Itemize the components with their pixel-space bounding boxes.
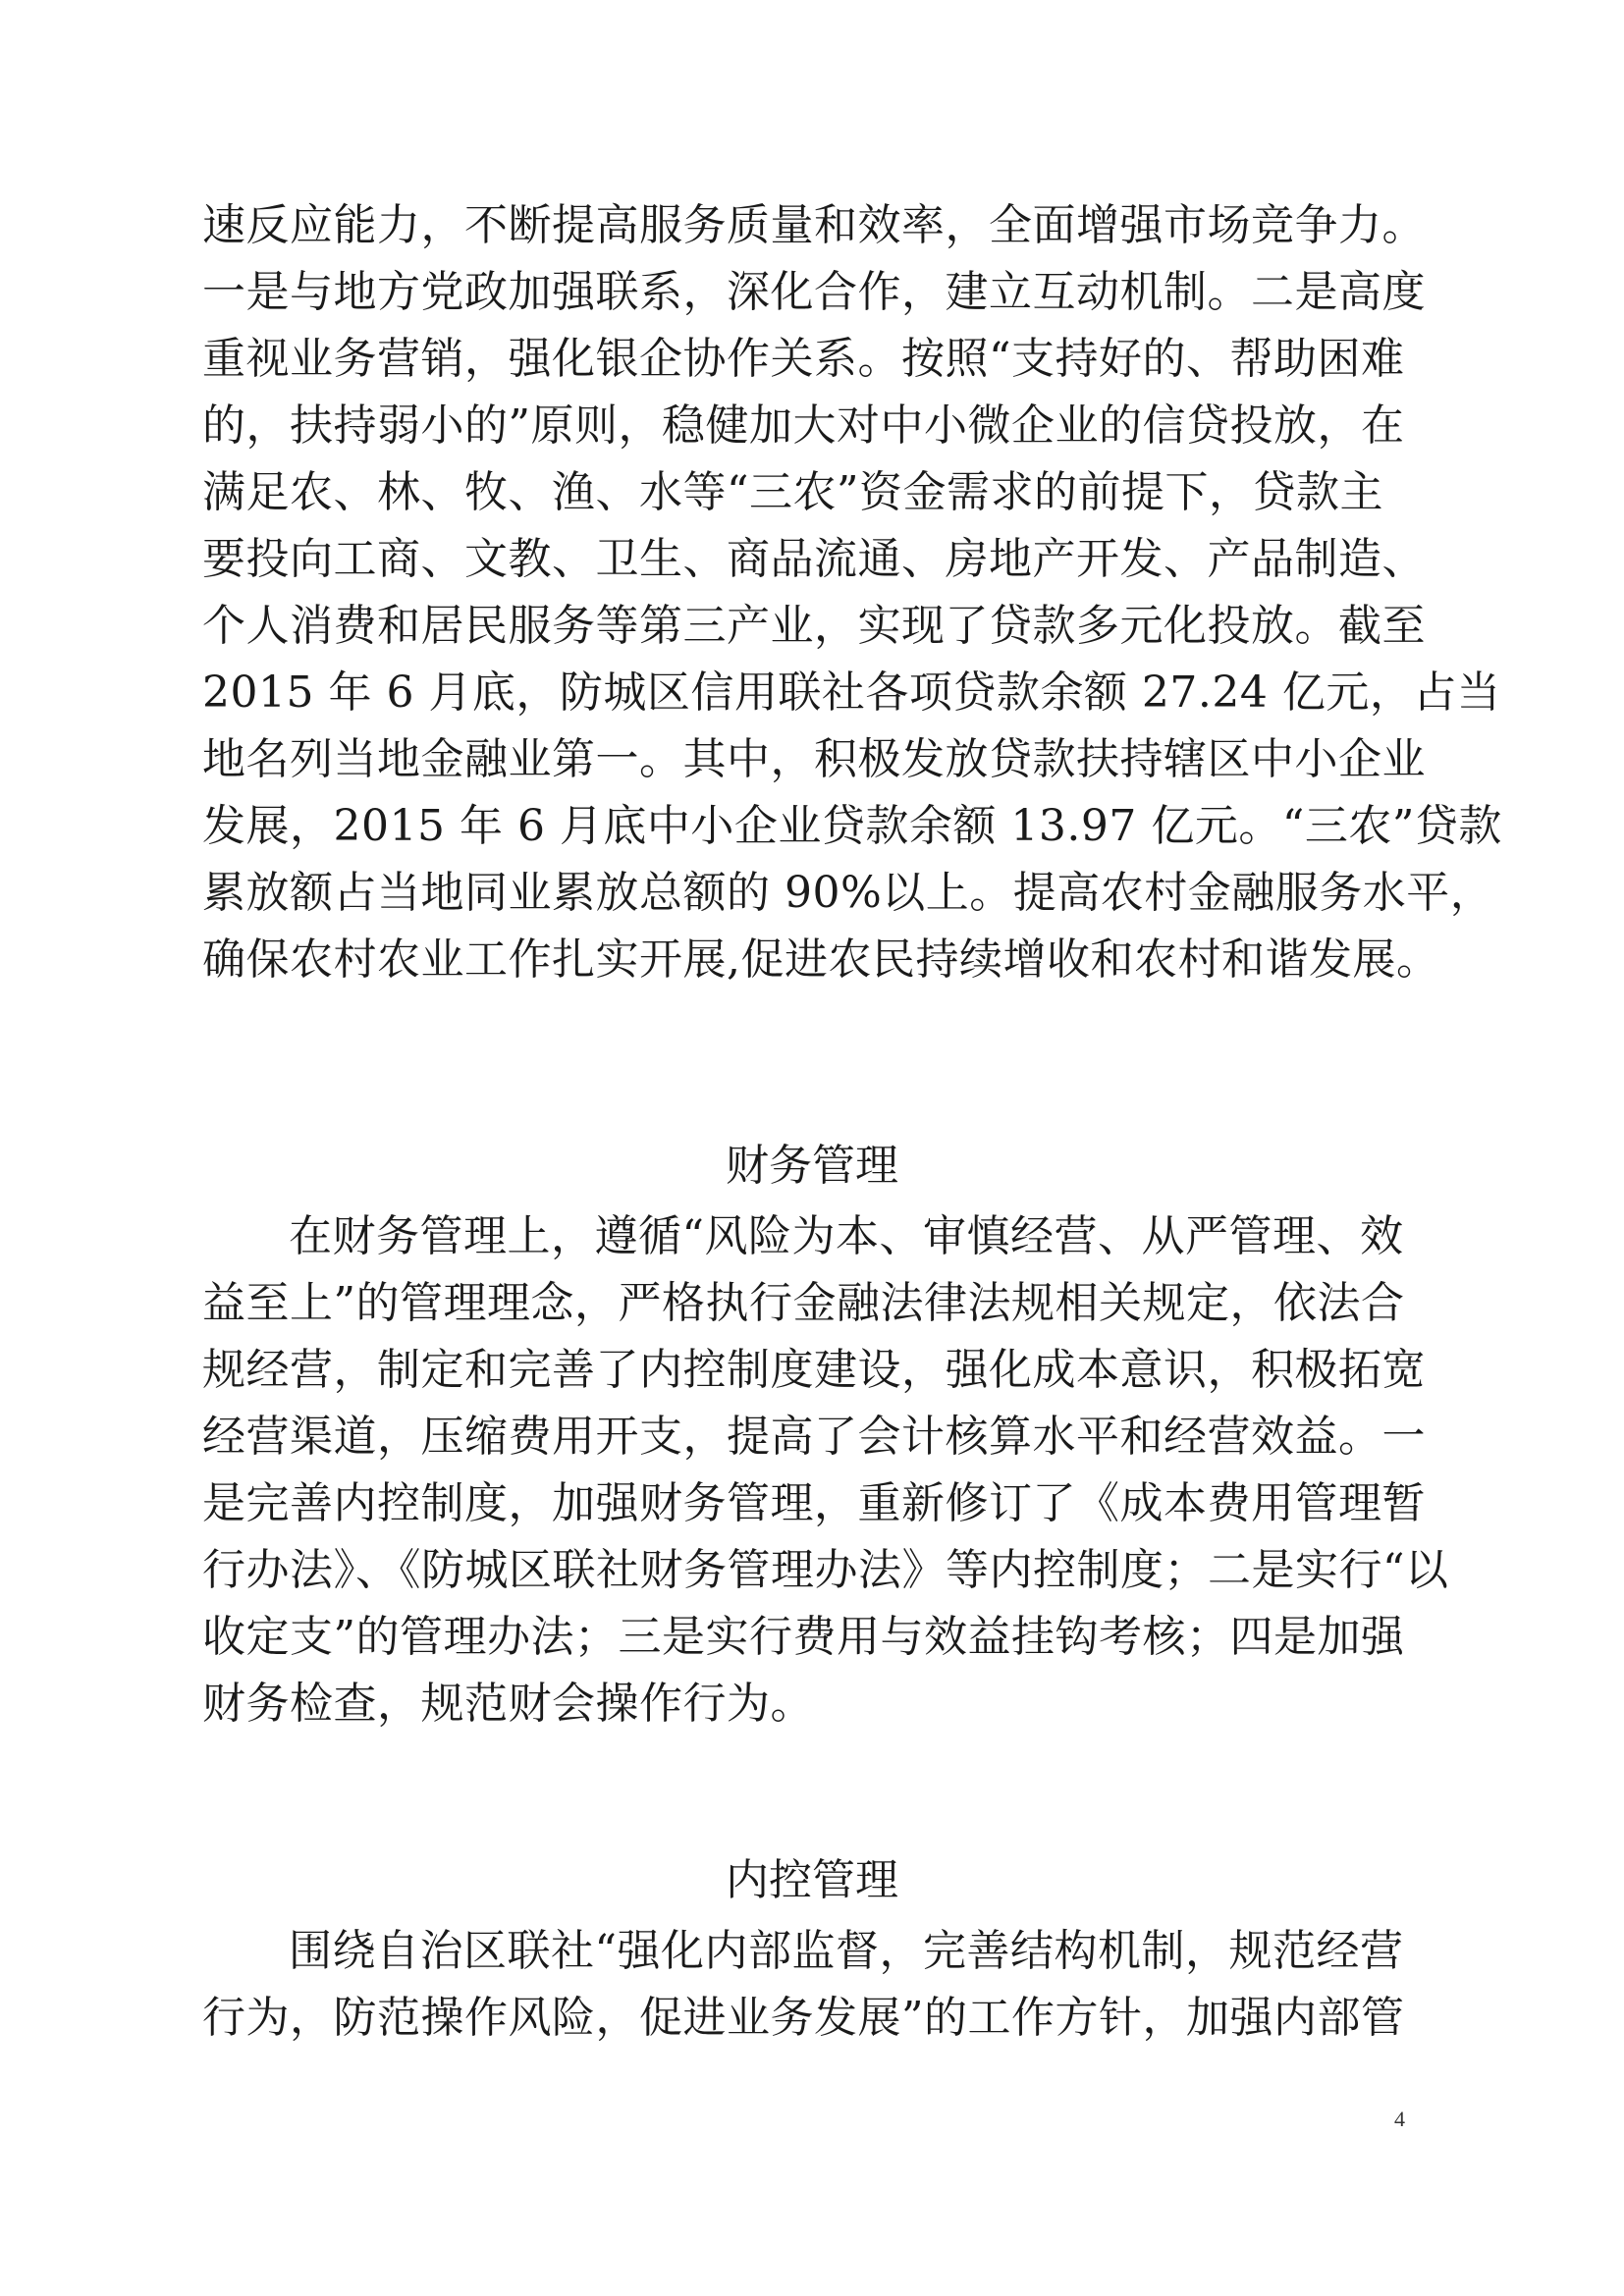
text-line: 围绕自治区联社“强化内部监督，完善结构机制，规范经营 [289, 1926, 1404, 1976]
text-line: 经营渠道，压缩费用开支，提高了会计核算水平和经营效益。一 [202, 1412, 1426, 1462]
text-line: 2015 年 6 月底，防城区信用联社各项贷款余额 27.24 亿元，占当 [202, 667, 1501, 718]
section-heading-finance: 财务管理 [726, 1141, 898, 1191]
text-line: 一是与地方党政加强联系，深化合作，建立互动机制。二是高度 [202, 267, 1426, 317]
text-line: 收定支”的管理办法；三是实行费用与效益挂钩考核；四是加强 [202, 1612, 1405, 1662]
paragraph-finance [202, 1203, 1449, 1737]
text-line: 个人消费和居民服务等第三产业，实现了贷款多元化投放。截至 [202, 601, 1426, 651]
text-line: 财务检查，规范财会操作行为。 [202, 1679, 814, 1729]
text-line: 满足农、林、牧、渔、水等“三农”资金需求的前提下，贷款主 [202, 467, 1383, 517]
paragraph-loans [202, 192, 1502, 993]
section-heading-internal-control: 内控管理 [726, 1855, 898, 1905]
text-line: 发展，2015 年 6 月底中小企业贷款余额 13.97 亿元。“三农”贷款 [202, 801, 1502, 851]
text-line: 要投向工商、文教、卫生、商品流通、房地产开发、产品制造、 [202, 534, 1426, 584]
text-line: 重视业务营销，强化银企协作关系。按照“支持好的、帮助困难 [202, 334, 1405, 384]
text-line: 行办法》、《防城区联社财务管理办法》等内控制度；二是实行“以 [202, 1545, 1449, 1595]
paragraph-internal-control [202, 1918, 1428, 2052]
text-line: 行为，防范操作风险，促进业务发展”的工作方针，加强内部管 [202, 1993, 1405, 2043]
text-line: 确保农村农业工作扎实开展,促进农民持续增收和农村和谐发展。 [202, 934, 1440, 985]
text-line: 的，扶持弱小的”原则，稳健加大对中小微企业的信贷投放，在 [202, 400, 1405, 451]
text-line: 累放额占当地同业累放总额的 90%以上。提高农村金融服务水平， [202, 868, 1494, 918]
text-line: 地名列当地金融业第一。其中，积极发放贷款扶持辖区中小企业 [202, 734, 1426, 784]
text-line: 速反应能力，不断提高服务质量和效率，全面增强市场竞争力。 [202, 200, 1426, 250]
text-line: 在财务管理上，遵循“风险为本、审慎经营、从严管理、效 [289, 1211, 1404, 1261]
text-line: 规经营，制定和完善了内控制度建设，强化成本意识，积极拓宽 [202, 1345, 1426, 1395]
text-line: 是完善内控制度，加强财务管理，重新修订了《成本费用管理暂 [202, 1478, 1426, 1528]
text-line: 益至上”的管理理念，严格执行金融法律法规相关规定，依法合 [202, 1278, 1405, 1328]
page-number: 4 [1394, 2107, 1405, 2131]
